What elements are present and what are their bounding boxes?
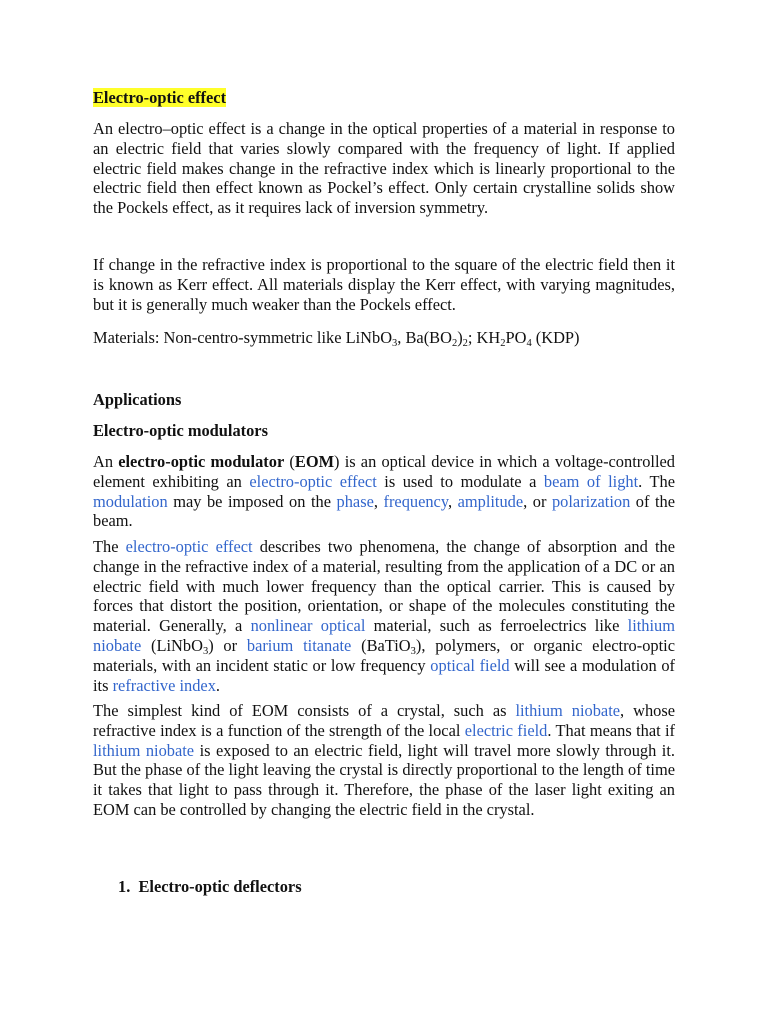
paragraph-definition: An electro–optic effect is a change in the optical properties of a material in response to an electric field that varies slowly compared with the frequency of light. If applied electric field makes change in the refractive index which is linearly proportional to the electric field then effect known as Pockel’s effect. Only certain crystalline solids show the Pockels effect, as it requires lack of inversion symmetry. [93,119,675,218]
link-electric-field[interactable]: electric field [464,720,548,740]
link-barium-titanate[interactable]: barium titanate [246,635,352,655]
link-electro-optic-effect-2[interactable]: electro-optic effect [125,537,253,556]
link-lithium-niobate[interactable]: lithium niobate [93,616,675,655]
section-heading-applications: Applications [93,390,182,409]
link-polarization[interactable]: polarization [551,491,631,511]
link-electro-optic-effect[interactable]: electro-optic effect [249,471,377,491]
highlighted-heading: Electro-optic effect [93,88,227,107]
paragraph-materials: Materials: Non-centro-symmetric like LiNbO$_3$, $Ba(BO_2)_2$; $KH_2PO_4$ (KDP) [93,328,580,349]
link-frequency[interactable]: frequency [383,491,448,511]
link-phase[interactable]: phase [336,491,374,511]
term-eom: EOM [294,452,335,471]
link-lithium-niobate-2[interactable]: lithium niobate [515,701,621,720]
link-beam-of-light[interactable]: beam of light [543,471,639,491]
link-nonlinear-optical[interactable]: nonlinear optical [250,616,366,636]
paragraph-two-phenomena: The electro-optic effect describes two phenomena, the change of absorption and the change in the refractive index of a material, resulting from the application of a DC or an electric field with much lower frequency than the optical carrier. This is caused by forces that distort the position, orientation, or shape of the molecules constituting the material. Generally, a nonlinear optical material, such as ferroelectrics like lithium niobate (LiNbO$_3$) or barium titanate (BaTiO$_3$), polymers, or organic electro-optic materials, with an incident static or low frequency optical field will see a modulation of its refractive index. [93,537,675,695]
link-lithium-niobate-3[interactable]: lithium niobate [93,740,195,760]
section-heading-modulators: Electro-optic modulators [93,421,268,440]
paragraph-eom-definition: An electro-optic modulator (EOM) is an optical device in which a voltage-controlled element exhibiting an electro-optic effect is used to modulate a beam of light. The modulation may be imposed on the phase, frequency, amplitude, or polarization of the beam. [93,452,676,531]
list-item-text: Electro-optic deflectors [138,877,302,896]
list-item-electro-optic-deflectors [118,877,658,897]
section-heading-electro-optic-effect [93,88,675,108]
paragraph-simplest-eom: The simplest kind of EOM consists of a crystal, such as lithium niobate, whose refractive index is a function of the strength of the local electric field. That means that if lithium niobate is exposed to an electric field, light will travel more slowly through it. But the phase of the light leaving the crystal is directly proportional to the length of time it takes that light to pass through it. Therefore, the phase of the laser light exiting an EOM can be controlled by changing the electric field in the crystal. [93,701,676,819]
link-refractive-index[interactable]: refractive index [112,675,216,695]
list-item-number: 1. [118,877,131,896]
link-modulation[interactable]: modulation [93,491,168,511]
link-amplitude[interactable]: amplitude [457,491,524,511]
paragraph-kerr-effect: If change in the refractive index is proportional to the square of the electric field then it is known as Kerr effect. All materials display the Kerr effect, with varying magnitudes, but it is generally much weaker than the Pockels effect. [93,255,675,314]
link-optical-field[interactable]: optical field [430,655,510,675]
term-electro-optic-modulator: electro-optic modulator [118,452,285,471]
